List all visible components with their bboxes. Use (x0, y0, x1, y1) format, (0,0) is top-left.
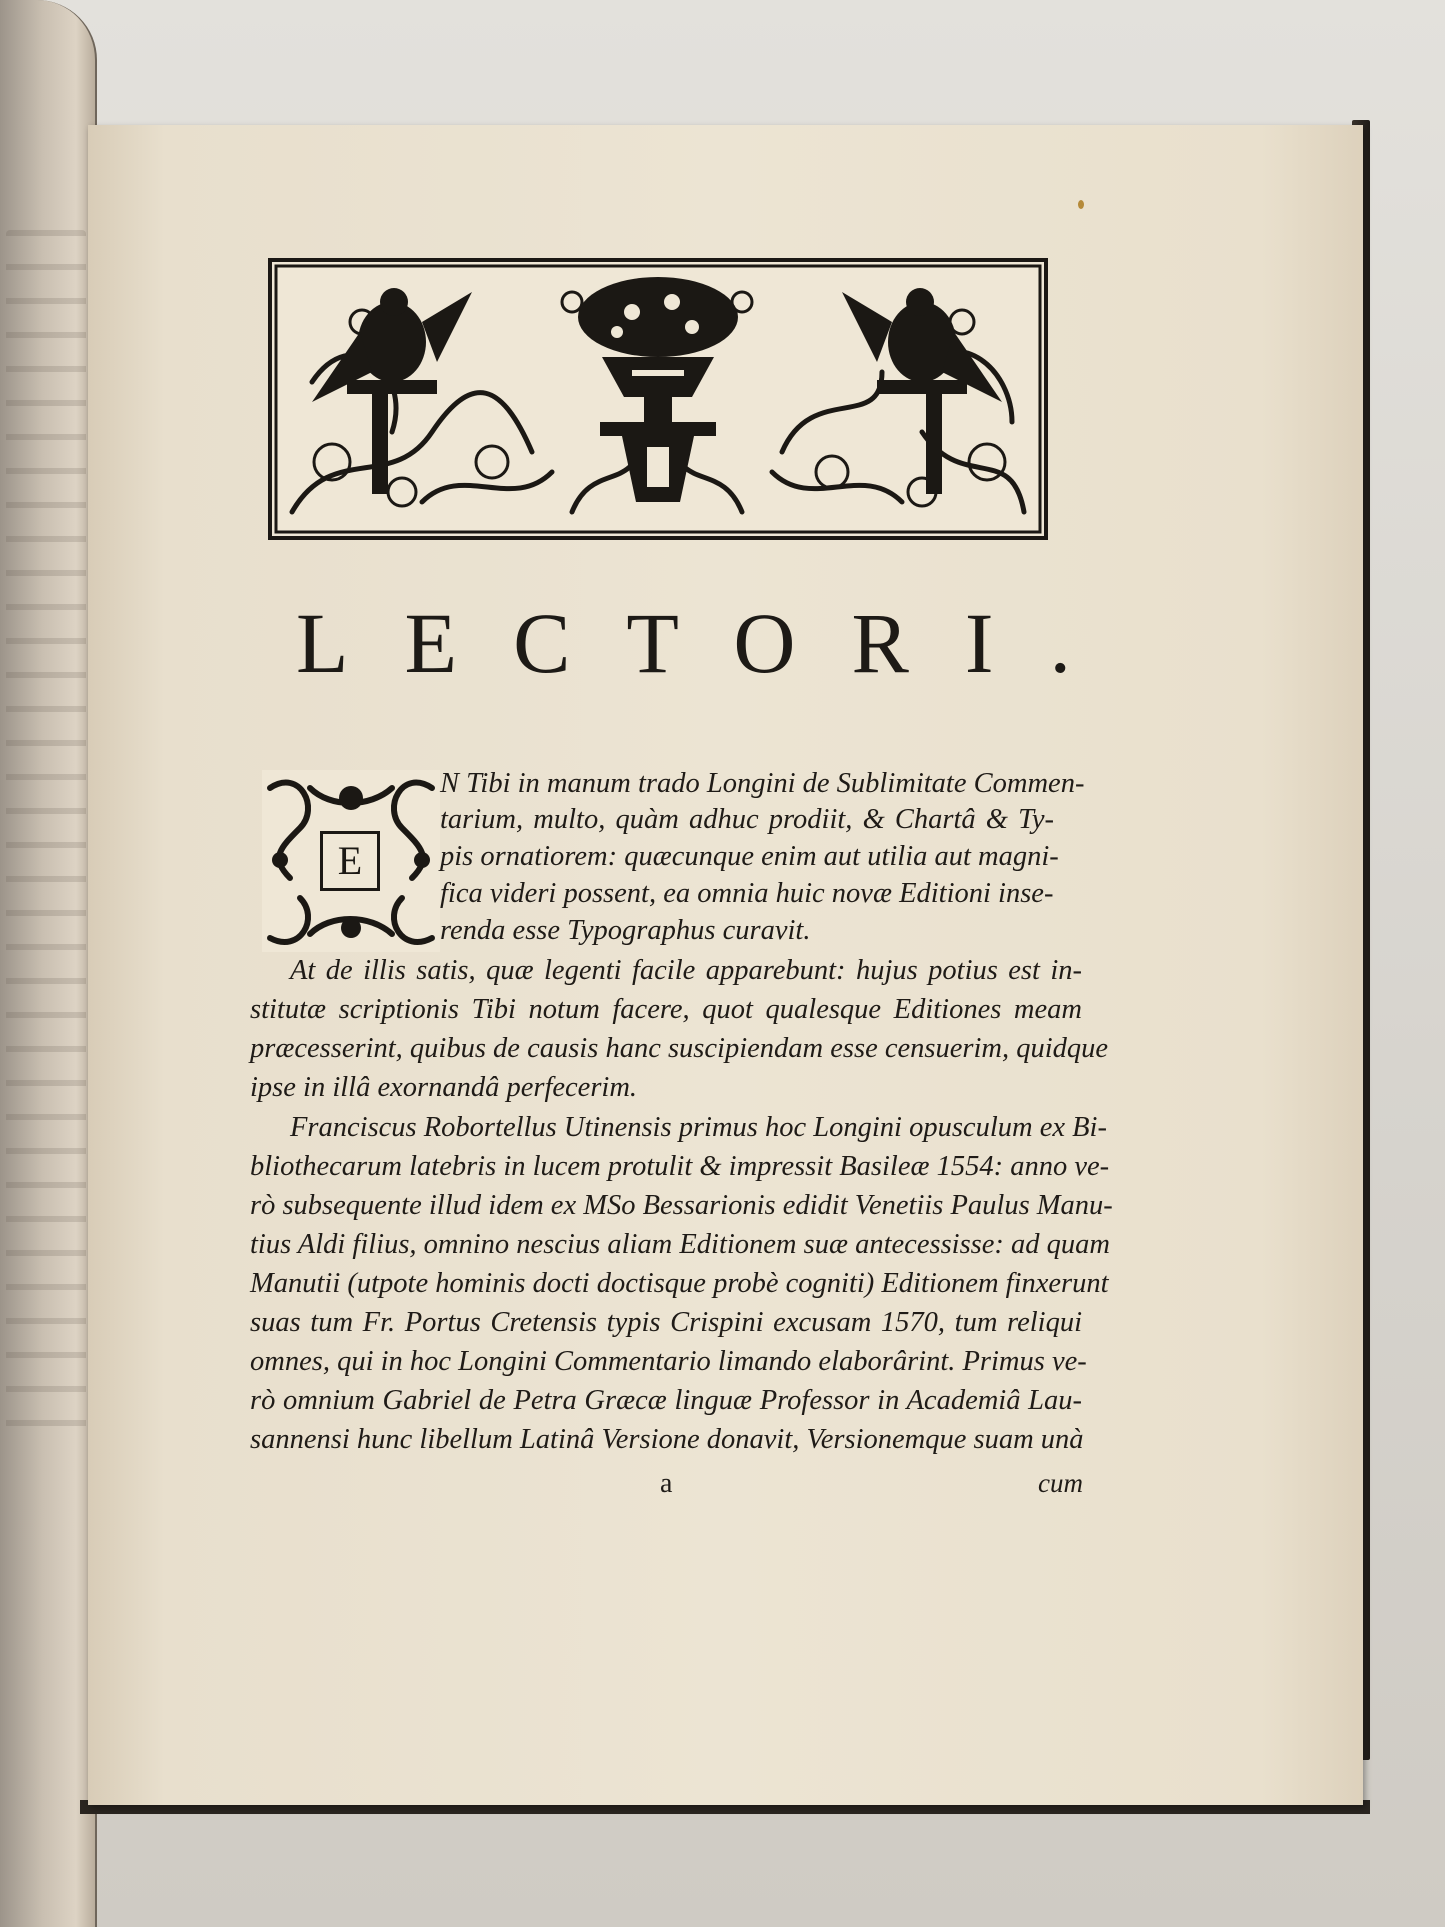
text-line: suas tum Fr. Portus Cretensis typis Crispini excusam 1570, tum reliqui (250, 1307, 1082, 1338)
text-line: fica videri possent, ea omnia huic novæ Editioni inse- (440, 878, 1054, 909)
text-line: Franciscus Robortellus Utinensis primus hoc Longini opusculum ex Bi- (290, 1112, 1107, 1143)
facing-page (0, 0, 97, 1927)
facing-page-text-shadow (6, 230, 86, 1430)
foxing-spot (1078, 200, 1084, 209)
initial-letter: E (320, 831, 380, 891)
text-line: Manutii (utpote hominis docti doctisque probè cogniti) Editionem finxerunt (250, 1268, 1109, 1299)
catchword: cum (1038, 1468, 1083, 1498)
text-line: N Tibi in manum trado Longini de Sublimitate Commen- (440, 768, 1085, 799)
text-line: rò subsequente illud idem ex MSo Bessarionis edidit Venetiis Paulus Manu- (250, 1190, 1113, 1221)
ornament-engraving (272, 262, 1044, 536)
text-line: rò omnium Gabriel de Petra Græcæ linguæ Professor in Academiâ Lau- (250, 1385, 1082, 1416)
headpiece-ornament (268, 258, 1048, 540)
text-line: stitutæ scriptionis Tibi notum facere, quot qualesque Editiones meam (250, 994, 1082, 1025)
text-line: pis ornatiorem: quæcunque enim aut utilia aut magni- (440, 841, 1059, 872)
text-line: tarium, multo, quàm adhuc prodiit, & Chartâ & Ty- (440, 804, 1054, 835)
signature-mark: a (660, 1468, 673, 1499)
decorated-initial (260, 768, 442, 954)
text-line: sannensi hunc libellum Latinâ Versione donavit, Versionemque suam unà (250, 1424, 1084, 1455)
text-line: præcesserint, quibus de causis hanc suscipiendam esse censuerim, quidque (250, 1033, 1109, 1064)
text-line: omnes, qui in hoc Longini Commentario limando elaborârint. Primus ve- (250, 1346, 1087, 1377)
text-line: ipse in illâ exornandâ perfecerim. (250, 1072, 638, 1103)
text-line: tius Aldi filius, omnino nescius aliam Editionem suæ antecessisse: ad quam (250, 1229, 1110, 1260)
page-title: LECTORI. (296, 595, 1128, 691)
text-line: bliothecarum latebris in lucem protulit & impressit Basileæ 1554: anno ve- (250, 1151, 1110, 1182)
text-line: renda esse Typographus curavit. (440, 915, 811, 946)
text-line: At de illis satis, quæ legenti facile apparebunt: hujus potius est in- (290, 955, 1082, 986)
